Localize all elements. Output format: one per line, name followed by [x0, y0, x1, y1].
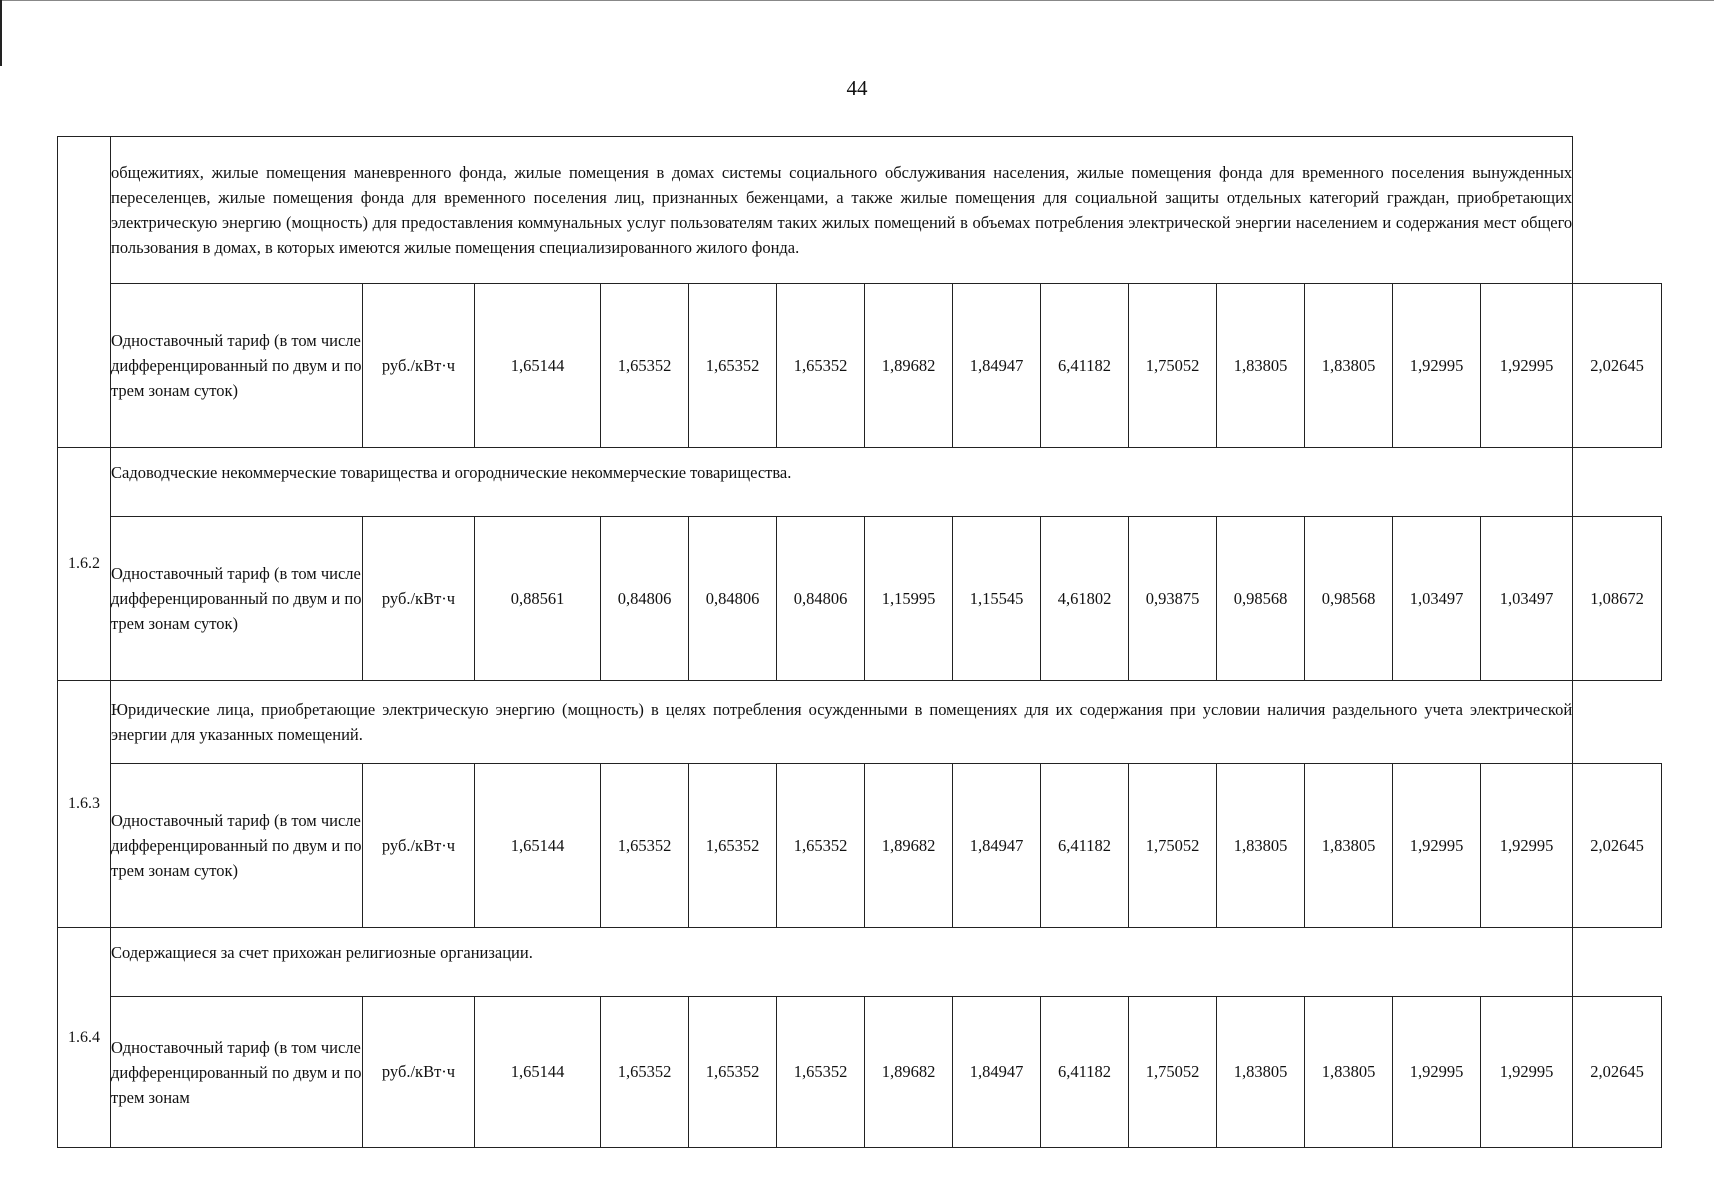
tariff-unit: руб./кВт·ч	[363, 997, 475, 1148]
tariff-label: Одноставочный тариф (в том числе дифференцированный по двум и по трем зонам суток)	[111, 517, 363, 681]
section-number-cell	[58, 137, 111, 448]
section-title: Садоводческие некоммерческие товарищества и огороднические некоммерческие товарищества.	[111, 448, 1573, 517]
tariff-row	[58, 284, 1662, 448]
tariff-value: 1,89682	[865, 997, 953, 1148]
tariff-value: 1,83805	[1217, 764, 1305, 928]
tariff-value: 1,08672	[1573, 517, 1662, 681]
tariff-value: 6,41182	[1041, 284, 1129, 448]
tariff-value: 1,03497	[1481, 517, 1573, 681]
tariff-value: 6,41182	[1041, 997, 1129, 1148]
tariff-value: 1,92995	[1393, 764, 1481, 928]
tariff-value: 1,65352	[601, 764, 689, 928]
page-corner-mark	[0, 0, 2, 66]
tariff-value: 1,83805	[1217, 997, 1305, 1148]
tariff-value: 1,65352	[777, 997, 865, 1148]
tariff-value: 1,65144	[475, 764, 601, 928]
tariff-value: 1,65144	[475, 997, 601, 1148]
tariff-unit: руб./кВт·ч	[363, 284, 475, 448]
tariff-value: 1,92995	[1481, 997, 1573, 1148]
tariff-unit: руб./кВт·ч	[363, 764, 475, 928]
tariff-label: Одноставочный тариф (в том числе дифференцированный по двум и по трем зонам суток)	[111, 764, 363, 928]
continuation-row	[58, 137, 1662, 284]
tariff-value: 1,65352	[777, 284, 865, 448]
continuation-text: общежитиях, жилые помещения маневренного фонда, жилые помещения в домах системы социального обслуживания населения, жилые помещения фонда для временного поселения вынужденных переселенцев, жилые помещения фонда для временного поселения лиц, признанных беженцами, а также жилые помещения для социальной защиты отдельных категорий граждан, приобретающих электрическую энергию (мощность) для предоставления коммунальных услуг пользователям таких жилых помещений в объемах потребления электрической энергии населением и содержания мест общего пользования в домах, в которых имеются жилые помещения специализированного жилого фонда.	[111, 137, 1573, 284]
section-title-row	[58, 681, 1662, 764]
tariff-value: 1,75052	[1129, 284, 1217, 448]
tariff-value: 1,92995	[1393, 997, 1481, 1148]
tariff-label: Одноставочный тариф (в том числе дифференцированный по двум и по трем зонам	[111, 997, 363, 1148]
section-title-row	[58, 448, 1662, 517]
tariff-value: 1,75052	[1129, 997, 1217, 1148]
tariff-value: 1,15545	[953, 517, 1041, 681]
section-title: Содержащиеся за счет прихожан религиозные организации.	[111, 928, 1573, 997]
tariff-value: 1,15995	[865, 517, 953, 681]
tariff-value: 2,02645	[1573, 284, 1662, 448]
tariff-value: 1,65352	[689, 997, 777, 1148]
tariff-row	[58, 517, 1662, 681]
tariff-value: 1,65352	[601, 284, 689, 448]
tariff-value: 0,84806	[601, 517, 689, 681]
tariff-value: 1,03497	[1393, 517, 1481, 681]
tariff-value: 1,83805	[1305, 997, 1393, 1148]
tariff-value: 0,98568	[1305, 517, 1393, 681]
tariff-value: 4,61802	[1041, 517, 1129, 681]
tariff-value: 1,92995	[1481, 764, 1573, 928]
tariff-value: 0,98568	[1217, 517, 1305, 681]
section-number: 1.6.3	[58, 681, 111, 928]
tariff-value: 2,02645	[1573, 764, 1662, 928]
tariff-value: 0,84806	[689, 517, 777, 681]
tariff-value: 1,83805	[1305, 764, 1393, 928]
tariff-value: 1,65352	[777, 764, 865, 928]
section-title-row	[58, 928, 1662, 997]
tariff-value: 1,89682	[865, 764, 953, 928]
page-top-edge	[0, 0, 1714, 1]
tariff-value: 1,89682	[865, 284, 953, 448]
tariff-value: 6,41182	[1041, 764, 1129, 928]
tariff-value: 0,84806	[777, 517, 865, 681]
tariff-value: 1,65144	[475, 284, 601, 448]
section-number: 1.6.4	[58, 928, 111, 1148]
tariff-row	[58, 764, 1662, 928]
tariff-value: 1,75052	[1129, 764, 1217, 928]
tariff-value: 0,88561	[475, 517, 601, 681]
tariff-value: 1,83805	[1305, 284, 1393, 448]
tariff-value: 1,92995	[1393, 284, 1481, 448]
tariff-value: 0,93875	[1129, 517, 1217, 681]
section-title: Юридические лица, приобретающие электрическую энергию (мощность) в целях потребления осужденными в помещениях для их содержания при условии наличия раздельного учета электрической энергии для указанных помещений.	[111, 681, 1573, 764]
tariff-label: Одноставочный тариф (в том числе дифференцированный по двум и по трем зонам суток)	[111, 284, 363, 448]
tariff-value: 1,65352	[689, 764, 777, 928]
tariff-value: 1,84947	[953, 284, 1041, 448]
page-number: 44	[846, 76, 868, 100]
tariff-value: 1,92995	[1481, 284, 1573, 448]
section-number: 1.6.2	[58, 448, 111, 681]
tariff-value: 1,84947	[953, 997, 1041, 1148]
tariff-row	[58, 997, 1662, 1148]
tariff-value: 2,02645	[1573, 997, 1662, 1148]
tariff-value: 1,83805	[1217, 284, 1305, 448]
tariff-table	[57, 136, 1662, 1148]
tariff-value: 1,65352	[601, 997, 689, 1148]
tariff-unit: руб./кВт·ч	[363, 517, 475, 681]
tariff-value: 1,84947	[953, 764, 1041, 928]
tariff-value: 1,65352	[689, 284, 777, 448]
